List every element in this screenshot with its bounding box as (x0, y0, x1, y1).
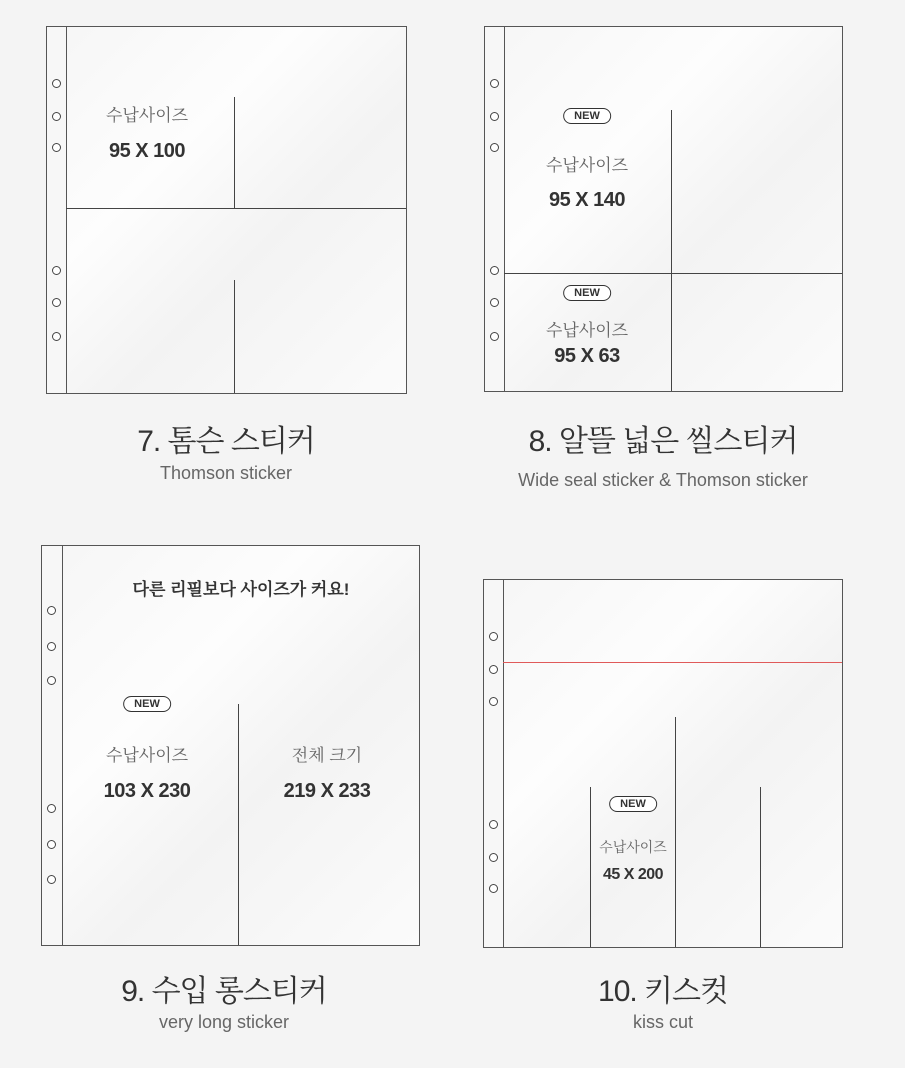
card-subtitle: kiss cut (632, 1012, 694, 1032)
binder-hole (52, 266, 61, 275)
binder-hole (490, 298, 499, 307)
binder-hole (490, 112, 499, 121)
size-note: 다른 리필보다 사이즈가 커요! (132, 580, 350, 599)
binder-hole (489, 884, 498, 893)
size-label: 수납사이즈 (105, 746, 189, 765)
binder-hole (490, 266, 499, 275)
card-title: 8. 알뜰 넓은 씰스티커 (528, 425, 798, 458)
binder-hole (489, 632, 498, 641)
pocket-divider (590, 787, 591, 947)
binder-hole (47, 606, 56, 615)
size-label: 수납사이즈 (545, 321, 629, 340)
binder-hole (47, 875, 56, 884)
sheet-thomson (46, 26, 407, 394)
pocket-size: 103 X 230 (103, 780, 191, 802)
cut-line (503, 662, 842, 663)
pocket-divider (238, 704, 239, 945)
binder-hole (47, 642, 56, 651)
new-badge: NEW (609, 796, 657, 812)
new-badge: NEW (563, 285, 611, 301)
binder-hole (489, 853, 498, 862)
binder-hole (52, 79, 61, 88)
card-title: 10. 키스컷 (598, 975, 728, 1008)
card-subtitle: very long sticker (158, 1012, 290, 1032)
binder-hole (489, 665, 498, 674)
total-size: 219 X 233 (283, 780, 371, 802)
card-subtitle: Wide seal sticker & Thomson sticker (518, 470, 808, 490)
binder-hole (489, 697, 498, 706)
binder-hole (52, 298, 61, 307)
binder-hole (490, 143, 499, 152)
sheet-kiss-cut (483, 579, 843, 948)
pocket-divider (675, 717, 676, 947)
sheet-wide-seal (484, 26, 843, 392)
pocket-size: 95 X 100 (108, 140, 186, 162)
size-label: 수납사이즈 (599, 839, 667, 855)
pocket-size: 95 X 63 (554, 345, 620, 367)
sheet-long-sticker (41, 545, 420, 946)
pocket-divider (671, 110, 672, 391)
pocket-divider (66, 208, 406, 209)
card-title: 7. 톰슨 스티커 (137, 425, 315, 458)
card-subtitle: Thomson sticker (159, 463, 293, 483)
binder-hole (47, 840, 56, 849)
pocket-divider (234, 97, 235, 208)
binder-hole (489, 820, 498, 829)
binder-hole (52, 332, 61, 341)
binder-hole (490, 332, 499, 341)
pocket-size: 95 X 140 (548, 189, 626, 211)
pocket-divider (760, 787, 761, 947)
size-label: 수납사이즈 (105, 106, 189, 125)
binder-hole (47, 804, 56, 813)
binder-hole (490, 79, 499, 88)
size-label: 수납사이즈 (545, 156, 629, 175)
card-title: 9. 수입 롱스티커 (121, 975, 327, 1008)
pocket-divider (504, 273, 842, 274)
pocket-divider (234, 280, 235, 393)
binder-hole (52, 112, 61, 121)
binder-hole (47, 676, 56, 685)
new-badge: NEW (563, 108, 611, 124)
total-size-label: 전체 크기 (291, 746, 363, 765)
binder-hole (52, 143, 61, 152)
new-badge: NEW (123, 696, 171, 712)
pocket-size: 45 X 200 (602, 866, 664, 883)
